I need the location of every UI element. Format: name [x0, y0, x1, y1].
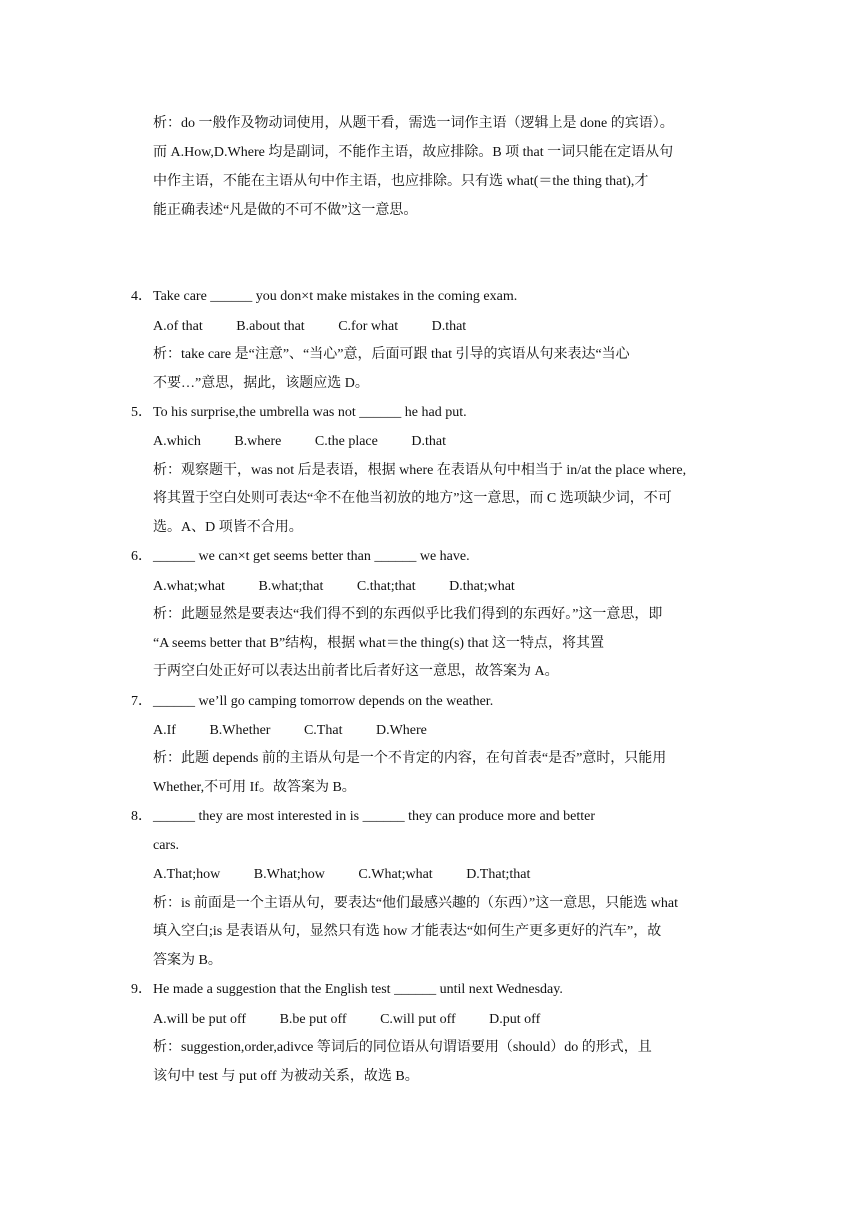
explanation-line: 析：suggestion,order,adivce 等词后的同位语从句谓语要用（should）do 的形式，且 — [153, 1040, 652, 1055]
option-d: D.That;that — [466, 867, 531, 882]
question-stem-continuation: cars. — [153, 838, 180, 853]
option-d: D.put off — [489, 1012, 541, 1027]
question-number: 4． — [131, 289, 152, 304]
question-number: 8． — [131, 809, 152, 824]
option-a: A.will be put off — [153, 1012, 247, 1027]
option-c: C.What;what — [358, 867, 433, 882]
option-a: A.what;what — [153, 579, 225, 594]
option-b: B.what;that — [258, 579, 324, 594]
question-number: 6． — [131, 549, 152, 564]
question-number: 5． — [131, 405, 152, 420]
question-stem: ______ we can×t get seems better than ______ we have. — [153, 549, 470, 564]
explanation-line: 答案为 B。 — [153, 953, 222, 968]
explanation-line: “A seems better that B”结构，根据 what＝the thing(s) that 这一特点，将其置 — [153, 636, 605, 651]
option-d: D.Where — [375, 723, 427, 738]
explanation-line: 不要…”意思，据此，该题应选 D。 — [153, 376, 369, 391]
explanation-line: Whether,不可用 If。故答案为 B。 — [153, 780, 356, 795]
intro-explanation-line: 而 A.How,D.Where 均是副词，不能作主语，故应排除。B 项 that 一词只能在定语从句 — [153, 145, 674, 160]
explanation-line: 将其置于空白处则可表达“伞不在他当初放的地方”这一意思，而 C 选项缺少词，不可 — [153, 491, 672, 506]
explanation-line: 析：此题显然是要表达“我们得不到的东西似乎比我们得到的东西好。”这一意思，即 — [153, 607, 663, 622]
option-b: B.about that — [236, 319, 305, 334]
question-stem: He made a suggestion that the English test ______ until next Wednesday. — [153, 982, 563, 997]
question-stem: ______ we’ll go camping tomorrow depends on the weather. — [153, 694, 494, 709]
option-c: C.will put off — [380, 1012, 456, 1027]
option-a: A.of that — [153, 319, 203, 334]
intro-explanation-line: 中作主语，不能在主语从句中作主语，也应排除。只有选 what(＝the thing that),才 — [153, 174, 649, 189]
option-d: D.that — [431, 319, 467, 334]
explanation-line: 析：观察题干，was not 后是表语，根据 where 在表语从句中相当于 in/at the place where, — [153, 463, 687, 478]
option-a: A.That;how — [153, 867, 221, 882]
question-number: 9． — [131, 982, 152, 997]
option-a: A.If — [153, 723, 176, 738]
option-d: D.that;what — [449, 579, 515, 594]
question-options — [153, 865, 560, 885]
option-c: C.that;that — [356, 579, 416, 594]
explanation-line: 析：此题 depends 前的主语从句是一个不肯定的内容，在句首表“是否”意时，只能用 — [153, 751, 667, 766]
explanation-line: 析：take care 是“注意”、“当心”意，后面可跟 that 引导的宾语从句来表达“当心 — [153, 347, 630, 362]
option-a: A.which — [153, 434, 201, 449]
explanation-line: 析：is 前面是一个主语从句，要表达“他们最感兴趣的（东西）”这一意思，只能选 what — [153, 896, 678, 911]
intro-explanation-line: 能正确表述“凡是做的不可不做”这一意思。 — [153, 203, 418, 218]
question-options — [153, 577, 545, 597]
option-b: B.What;how — [253, 867, 325, 882]
question-options — [153, 317, 496, 337]
question-options — [153, 1010, 570, 1030]
question-options — [153, 721, 457, 741]
question-stem: ______ they are most interested in is ______ they can produce more and better — [153, 809, 596, 824]
question-number: 7． — [131, 694, 152, 709]
option-c: C.the place — [314, 434, 378, 449]
option-d: D.that — [411, 434, 446, 449]
intro-explanation-line: 析：do 一般作及物动词使用，从题干看，需选一词作主语（逻辑上是 done 的宾语）。 — [153, 116, 674, 131]
option-b: B.where — [234, 434, 282, 449]
question-stem: Take care ______ you don×t make mistakes in the coming exam. — [153, 289, 518, 304]
option-b: B.be put off — [279, 1012, 347, 1027]
explanation-line: 选。A、D 项皆不合用。 — [153, 520, 303, 535]
question-options — [153, 432, 476, 452]
question-stem: To his surprise,the umbrella was not ______ he had put. — [153, 405, 467, 420]
explanation-line: 填入空白;is 是表语从句，显然只有选 how 才能表达“如何生产更多更好的汽车”，故 — [153, 924, 662, 939]
explanation-line: 于两空白处正好可以表达出前者比后者好这一意思，故答案为 A。 — [153, 664, 559, 679]
option-c: C.for what — [338, 319, 399, 334]
option-c: C.That — [303, 723, 343, 738]
option-b: B.Whether — [209, 723, 271, 738]
explanation-line: 该句中 test 与 put off 为被动关系，故选 B。 — [153, 1069, 419, 1084]
